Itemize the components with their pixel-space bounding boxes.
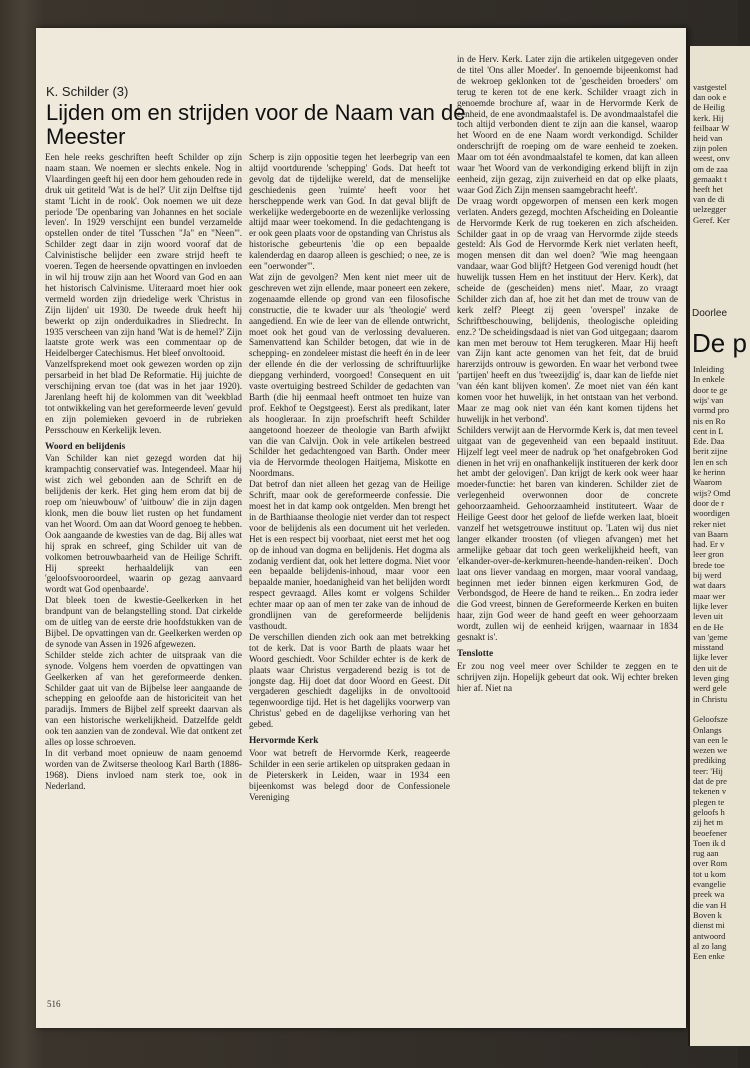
column-3 — [457, 54, 678, 694]
text-line: vastgestel — [693, 82, 727, 92]
text-line: rug aan — [693, 848, 719, 859]
text-line: dienst mi — [693, 920, 725, 931]
text-line: plegen te — [693, 796, 725, 807]
article-title: Lijden om en strijden voor de Naam van de Meester — [46, 100, 466, 149]
text-line: ke herinn — [693, 467, 726, 477]
text-line: lijke lever — [693, 652, 728, 663]
paragraph: Dat betrof dan niet alleen het gezag van de Heilige Schrift, maar ook de gereformeerde confessie. Die moest het in dat kamp ook ontgelden. Men brengt het in de Barthiaanse theologie niet verder dan tot respect voor de belijdenis als een document uit het verleden. Het is een respect bij voorbaat, niet eerst met het oog op de inhoud van dogma en belijdenis. Het dogma als zodanig verdient dat, ook het letterе dogma. Niet voor een bepaalde belijdenis-inhoud, maar voor een bepaalde manier, hoedanigheid van het belijden wordt respect gevraagd. Alles komt er volgens Schilder echter maar op aan of men ter zake van de inhoud de grondlijnen van de gereformeerde belijdenis vasthoudt. — [249, 479, 450, 631]
text-line: in Christu — [693, 693, 728, 704]
text-line: leer gron — [693, 549, 724, 560]
text-line: tot u kom — [693, 868, 726, 879]
text-line: berit zijne — [693, 446, 728, 457]
text-line: Geref. Ker — [693, 214, 730, 225]
text-line: wijs' van — [693, 394, 724, 405]
text-line: reker niet — [693, 518, 726, 529]
series-label: K. Schilder (3) — [46, 84, 129, 99]
text-line: weest, onv — [693, 153, 730, 164]
magazine-page — [36, 28, 686, 1028]
section-heading: Tenslotte — [457, 648, 494, 659]
text-line: kerk. Hij — [693, 112, 724, 123]
text-line: Onlangs — [693, 724, 722, 735]
text-line: leven ging — [693, 673, 730, 683]
column-1 — [45, 152, 242, 792]
text-line: beoefener — [693, 827, 727, 838]
text-line: maar wer — [693, 590, 726, 601]
paragraph: Schilder stelde zich achter de uitspraak van die synode. Volgens hem voerden de opvattingen van Geelkerken af van het gereformeerde denken. Schilder gaat uit van de Bijbelse leer aangaande de schepping en geloofde aan de historiciteit van het paradijs. Immers de Bijbel zelf spreekt daarvan als van een historische werkelijkheid. Datzelfde geldt ook ten aanzien van de zondeval. Wie dat ontkent zet alles op losse schroeven. — [45, 649, 242, 748]
text-line: van de di — [693, 194, 725, 205]
text-line: over Rom — [693, 858, 728, 869]
section-heading: Hervormde Kerk — [249, 736, 319, 747]
paragraph: Vanzelfsprekend moet ook gewezen worden op zijn persarbeid in het blad De Reformatie. Hij juichte de verschijning ervan toe (dat was in het jaar 1920). Jarenlang heeft hij de kolommen van dit 'weekblad tot ontwikkeling van het gereformeerde leven' gevuld en zijn polemieken gevoerd in de rubrieken Persschouw en Kerkelijk leven. — [45, 359, 242, 435]
text-line: al zo lang — [693, 940, 727, 951]
text-line: tekenen v — [693, 786, 727, 797]
adjacent-page — [688, 46, 750, 1046]
paragraph: In dit verband moet opnieuw de naam genoemd worden van de Zwitserse theoloog Karl Barth (1886-1968). Diens invloed nam sterk toe, ook in Nederland. — [45, 747, 242, 791]
text-line: den uit de — [693, 662, 727, 673]
text-line: wijs? Omd — [693, 487, 731, 498]
text-line: cent in L — [693, 425, 724, 436]
text-line: werd gele — [693, 683, 727, 694]
text-line: preek wa — [693, 889, 725, 900]
text-line: van Baarn — [693, 528, 729, 539]
text-line: door te ge — [693, 384, 728, 395]
paragraph: Schilders verwijt aan de Hervormde Kerk is, dat men teveel uitgaat van de gegevenheid van een bepaald instituut. Hijzelf legt veel meer de nadruk op 'het onafgebroken God dienen in het vrij en onafhankelijk institueren der kerk door het ambt der gelovigen'. Dan krijgt de kerk ook weer haar moeder-functie: het baren van kinderen. Schilder ziet de verlegenheid overwonnen door de concrete gehoorzaamheid. Gehoorzaamheid instituteert. Waar de Heilige Geest door het geloof de liefde werken laat, bloeit vanzelf het wetsgetrouwe instituut op. 'Laten wij dus niet langer elkander troosten (of vliegen afvangen) met het armelijke gebaar dat toch geen werkelijkheid heeft, van 'elkander-over-de-kerkmuren-heende-handen-reiken'. Doch laat ons liever vandaag en morgen, maar vooral vandaag, beginnen met ieder binnen eigen kerkmuren God, de Verbondsgod, de Heere de hand te reiken... En zodra ieder die God vreest, binnen de Gereformeerde Kerken en buiten haar, zijn God weer de hand geeft en weer gehoorzaam wordt, zullen wij de eenheid krijgen, waarnaar in 1834 gesnakt is'. — [457, 424, 678, 643]
text-line: brede toe — [693, 559, 725, 570]
adjacent-page-title: De p — [692, 328, 747, 358]
paragraph: De vraag wordt opgeworpen of mensen een kerk mogen verlaten. Anders gezegd, mochten Afscheiding en Doleantie de Hervormde Kerk de rug toekeren en zich afscheiden. Schilder gaat in op de vraag van Hervormde zijde steeds gesteld: Als God de Hervormde Kerk niet verlaten heeft, mogen mensen dit dan wel doen? 'Wie mag heengaan vandaar, waar God blijft? Hetgeen God verenigd houdt (het huwelijk tussen Hem en het instituut der Herv. Kerk), dat scheide de (gescheiden) mens niet'. Maar, zo vraagt Schilder zich dan af, hoe zit het dan met de trouw van de kerk zelf? Pleegt zij geen 'overspel' inzake de Schriftbeschouwing, belijdenis, theologische opleiding enz.? 'De scheidingsdaad is niet van God uitgegaan; daarom kan men met berouw tot Hem terugkeren. Maar Hij heeft van Zijn kant acte genomen van het feit, dat de bruid harerzijds ontrouw is geworden. En waar het verbond twee 'partijen' heeft en dus 'tweezijdig' is, daar kan de liefde niet 'van één kant blijven komen'. Ze moet niet van één kant komen voor het huwelijk, in het ontstaan van het verbond. Maar ze mag ook niet van één kant komen tijdens het huwelijk in het verbond'. — [457, 195, 678, 424]
text-line: Geloofsze — [693, 714, 728, 725]
paragraph: Voor wat betreft de Hervormde Kerk, reageerde Schilder in een serie artikelen op uitspraken gedaan in de Pieterskerk in Leiden, waar in 1934 een bijeenkomst was belegd door de Confessionele Vereniging — [249, 747, 450, 802]
text-line: Boven k — [693, 909, 722, 920]
text-line: heid van — [693, 133, 723, 143]
text-line: leven uit — [693, 611, 723, 622]
paragraph: Er zou nog veel meer over Schilder te zeggen en te schrijven zijn. Hopelijk gebeurt dat ook. Wij echter breken hier af. Niet na — [457, 660, 678, 693]
column-2 — [249, 152, 450, 802]
text-line: misstand — [693, 642, 724, 653]
text-line: Een enke — [693, 951, 725, 962]
text-line: bij werd — [693, 570, 722, 580]
text-line: die van H — [693, 899, 727, 910]
text-line: de Heilig — [693, 102, 725, 113]
text-line: prediking — [693, 755, 726, 766]
text-line: van een le — [693, 734, 728, 745]
text-line: gemaakt t — [693, 173, 727, 184]
text-line: woordigen — [693, 508, 730, 519]
section-heading: Woord en belijdenis — [45, 441, 126, 452]
text-line: Ede. Daa — [693, 436, 725, 447]
text-line: geloofs h — [693, 806, 725, 817]
adjacent-section-label: Doorlee — [692, 308, 728, 319]
text-line: len en sch — [693, 456, 728, 467]
text-line: wat daars — [693, 580, 726, 591]
text-line: Toen ik d — [693, 837, 726, 848]
text-line: wezen we — [693, 745, 728, 756]
text-line: Waarom — [693, 477, 722, 488]
text-line: dat de pre — [693, 776, 727, 786]
text-line: vormd pro — [693, 405, 730, 416]
paragraph: in de Herv. Kerk. Later zijn die artikelen uitgegeven onder de titel 'Ons aller Moeder'. In genoemde bijeenkomst had de wekroep geklonken tot de 'gescheiden broeders' om terug te keren tot de ene kerk. Schilder vraagt zich in genoemde brochure af, waar in de Hervormde Kerk de eenheid, de ene avondmaalstafel is. De avondmaalstafel die toch altijd verbonden dient te zijn aan die kansel, waarop het Woord en de ene Naam wordt verkondigd. Schilder onderschrijft de roeping om de ware eenheid te zoeken. Maar om tot één avondmaalstafel te komen, dat kan alleen waar 'het Woord van de verkondiging erkend blijft in zijn eenheid, zijn gezag, zijn zuiverheid en dat op elke plaats, waar God Zich Zijn mensen saamgebracht heeft'. — [457, 54, 678, 195]
text-line: om de zaa — [693, 163, 728, 174]
text-line: lijke lever — [693, 600, 728, 611]
text-line: had. Er v — [693, 539, 725, 550]
text-line: door de r — [693, 497, 725, 508]
paragraph: De verschillen dienden zich ook aan met betrekking tot de kerk. Dat is voor Barth de plaats waar het Woord geschiedt. Voor Schilder echter is de kerk de plaats waar Christus vergaderend bezig is tot de jongste dag. Hij doet dat door Woord en Geest. Dit vergaderen geschiedt dagelijks in de onvoltooid tegenwoordige tijd. Het is het dagelijks voorwerp van Christus' gebed en de dagelijkse verhoring van het gebed. — [249, 631, 450, 730]
text-line: dan ook e — [693, 92, 727, 103]
text-line: zij het m — [693, 817, 724, 828]
text-line: evangelie — [693, 879, 726, 889]
text-line: en de He — [693, 621, 724, 632]
text-line: van 'geme — [693, 631, 728, 642]
text-line: In enkele — [693, 374, 725, 385]
text-line: zijn polen — [693, 143, 728, 154]
paragraph: Van Schilder kan niet gezegd worden dat hij krampachtig conservatief was. Integendeel. Maar hij wist zich wel gebonden aan de Schrift en de belijdenis der kerk. Het ging hem erom dat bij de roep om 'nieuwbouw' of 'uitbouw' die in zijn dagen klonk, men die bouw liet rusten op het fundament van het Woord. Om aan dat Woord genoeg te hebben. Ook aangaande de kwesties van de dag. Bij alles wat hij sprak en schreef, ging Schilder uit van de volkomen betrouwbaarheid van de Heilige Schrift. Hij spreekt herhaaldelijk van een 'geloofsvooroordeel, waarin op gezag aanvaard wordt wat God openbaarde'. — [45, 453, 242, 595]
text-line: feilbaar W — [693, 122, 730, 133]
text-line: Inleiding — [693, 364, 725, 374]
page-number: 516 — [47, 999, 61, 1009]
paragraph: Dat bleek toen de kwestie-Geelkerken in het brandpunt van de belangstelling stond. Dat cirkelde om de uitleg van de eerste drie hoofdstukken van de Bijbel. De opvattingen van dr. Geelkerken werden op de synode van Assen in 1926 afgewezen. — [45, 595, 242, 649]
paragraph: Scherp is zijn oppositie tegen het leerbegrip van een altijd voortdurende 'schepping' Gods. Dat heeft tot gevolg dat de tijdelijke wereld, dat de menselijke geschiedenis geen 'ruimte' heeft voor het herscheppende werk van God. In dat geval blijft de werkelijke wedergeboorte en de wezenlijke verlossing altijd maar weer toekomend. In die gedachtengang is er ook geen plaats voor de opstanding van Christus als historische gebeurtenis 'die op een bepaalde kalenderdag en daarop alleen is geschied; o nee, ze is een "oerwonder"'. — [249, 152, 450, 272]
text-line: uelzegger — [693, 204, 727, 215]
text-line: teer: 'Hij — [693, 765, 723, 776]
text-line: antwoord — [693, 930, 726, 941]
paragraph: Wat zijn de gevolgen? Men kent niet meer uit de geschreven wet zijn ellende, maar poneert een zekere, zogenaamde ellende op grond van een filosofische constructie, die te kwader uur als 'theologie' werd aangediend. En wie de leer van de ellende ontwricht, moet ook het goud van de verlossing devalueren. Samenvattend kan Schilder betogen, dat wie in de schepping- en zondeleer mistast die heeft én in de leer der ellende én die der verlossing de schriftuurlijke diepgang verhinderd, voorgoed! Consequent en uit vaste overtuiging bestreed Schilder de gedachten van Barth (die hij eenmaal heeft ontmoet ten huize van prof. Eekhof te Oegstgeest). Eerst als predikant, later als hoogleraar. In zijn proefschrift heeft Schilder aangetoond hoezeer de theologie van Barth afwijkt van die van Calvijn. Ook in vele artikelen bestreed Schilder het gedachtengoed van Barth. Onder meer via de Hervormde theologen Haitjema, Miskotte en Noordmans. — [249, 271, 450, 479]
text-line: heeft het — [693, 184, 723, 194]
text-line: nis en Ro — [693, 415, 726, 426]
paragraph: Een hele reeks geschriften heeft Schilder op zijn naam staan. We noemen er slechts enkele. Nog in Vlaardingen geeft hij een door hem gehouden rede in druk uit getiteld 'Wat is de hel?' Uit zijn Delftse tijd stamt 'Licht in de rook'. Ook noemen we uit deze periode 'De openbaring van Johannes en het sociale leven'. In 1929 verschijnt een bundel verzamelde opstellen onder de titel 'Tusschen "Ja" en "Neen"'. Schilder zegt daar in zijn woord vooraf dat de Calvinistische belijder een zware strijd heeft te voeren. Tegen de heersende opvattingen en invloeden in wil hij trouw zijn aan het Woord van God en aan het historisch Calvinisme. Uiteraard moet hier ook vermeld worden zijn driedelige werk 'Christus in Zijn lijden' uit 1930. De tweede druk heeft hij bewerkt op zijn onderduikadres in Sliedrecht. In 1935 verscheen van zijn hand 'Wat is de hemel?' Zijn laatste grote werk was een commentaar op de Heidelberger Catechismus. Het bleef onvoltooid. — [45, 152, 242, 359]
